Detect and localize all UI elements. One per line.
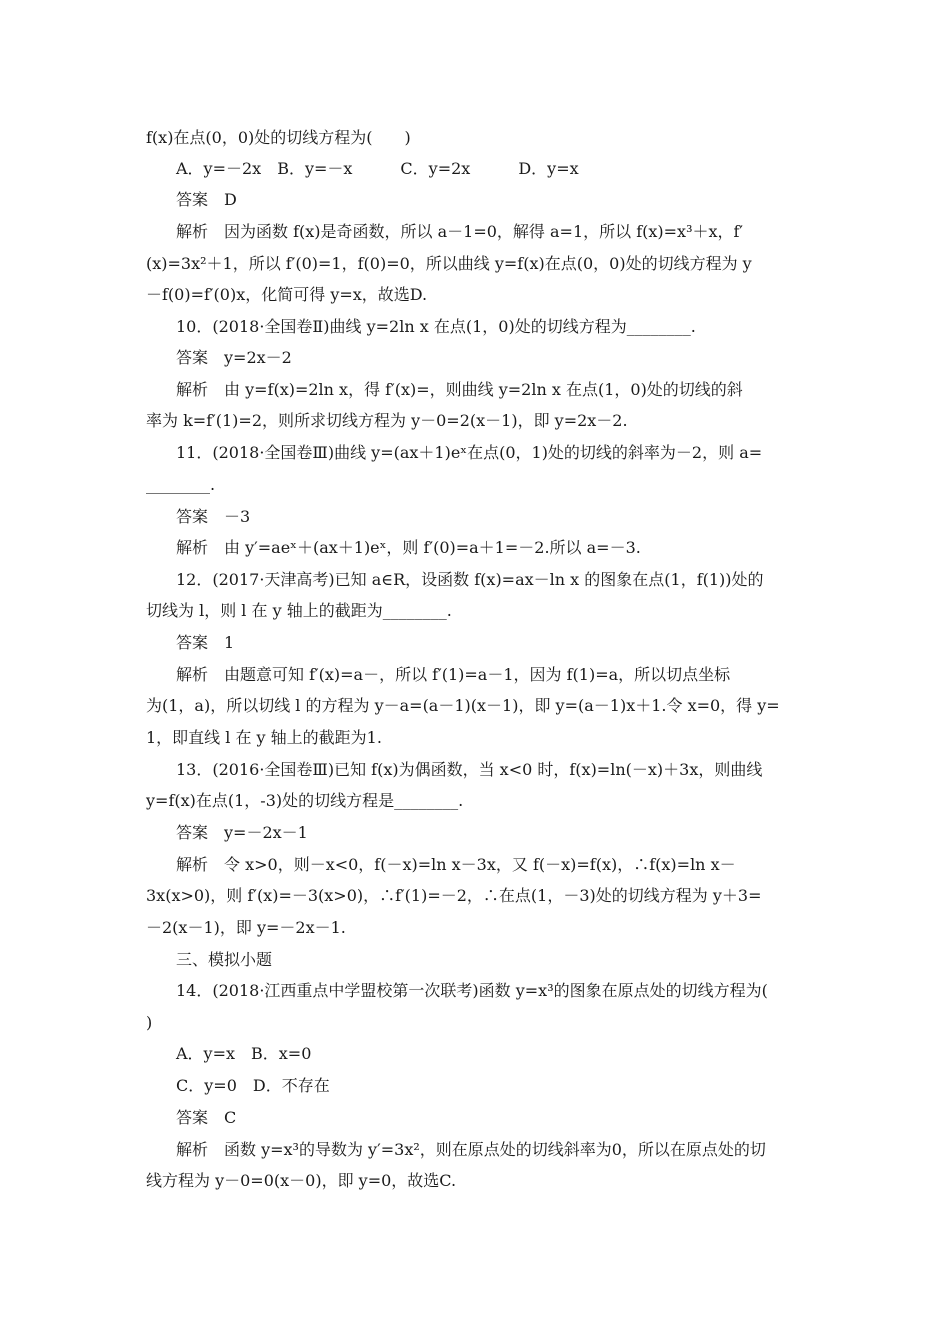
text-line: －2(x－1)，即 y=－2x－1. (146, 918, 346, 937)
text-line: y=f(x)在点(1，-3)处的切线方程是________. (146, 791, 464, 810)
text-line: 答案 －3 (176, 507, 251, 526)
text-line: －f(0)=f′(0)x，化简可得 y=x，故选D. (146, 285, 428, 304)
text-line: ) (146, 1013, 153, 1032)
text-line: 答案 D (176, 190, 237, 209)
text-line: 13．(2016·全国卷Ⅲ)已知 f(x)为偶函数，当 x<0 时，f(x)=ln(－x)＋3x，则曲线 (176, 760, 763, 779)
text-line: 线方程为 y－0=0(x－0)，即 y=0，故选C. (146, 1171, 457, 1190)
text-line: 解析 由 y=f(x)=2ln x，得 f′(x)=，则曲线 y=2ln x 在点(1，0)处的切线的斜 (176, 380, 743, 399)
text-line: A．y=－2x B．y=－x C．y=2x D．y=x (176, 159, 579, 178)
text-line: 答案 y=－2x－1 (176, 823, 308, 842)
text-line: 答案 y=2x－2 (176, 348, 292, 367)
text-line: 率为 k=f′(1)=2，则所求切线方程为 y－0=2(x－1)，即 y=2x－2. (146, 411, 628, 430)
text-line: 答案 C (176, 1108, 237, 1127)
text-line: 切线为 l，则 l 在 y 轴上的截距为________. (146, 601, 452, 620)
text-line: (x)=3x²＋1，所以 f′(0)=1，f(0)=0，所以曲线 y=f(x)在点(0，0)处的切线方程为 y (146, 254, 752, 273)
text-line: ________. (146, 475, 216, 494)
text-line: f(x)在点(0，0)处的切线方程为( ) (146, 128, 411, 147)
text-line: 11．(2018·全国卷Ⅲ)曲线 y=(ax＋1)eˣ在点(0，1)处的切线的斜率为－2，则 a= (176, 443, 763, 462)
text-line: 1，即直线 l 在 y 轴上的截距为1. (146, 728, 382, 747)
text-line: C．y=0 D．不存在 (176, 1076, 330, 1095)
text-line: 解析 由题意可知 f′(x)=a－，所以 f′(1)=a－1，因为 f(1)=a，所以切点坐标 (176, 665, 731, 684)
text-line: 解析 由 y′=aeˣ＋(ax＋1)eˣ，则 f′(0)=a＋1=－2.所以 a=－3. (176, 538, 641, 557)
text-line: 答案 1 (176, 633, 235, 652)
text-line: 10．(2018·全国卷Ⅱ)曲线 y=2ln x 在点(1，0)处的切线方程为________. (176, 317, 696, 336)
text-line: 解析 令 x>0，则－x<0，f(－x)=ln x－3x，又 f(－x)=f(x)，∴f(x)=ln x－ (176, 855, 736, 874)
section-heading: 三、模拟小题 (176, 950, 273, 969)
text-line: 解析 函数 y=x³的导数为 y′=3x²，则在原点处的切线斜率为0，所以在原点处的切 (176, 1140, 766, 1159)
text-line: 14．(2018·江西重点中学盟校第一次联考)函数 y=x³的图象在原点处的切线方程为( (176, 981, 768, 1000)
text-line: 为(1，a)，所以切线 l 的方程为 y－a=(a－1)(x－1)，即 y=(a－1)x＋1.令 x=0，得 y= (146, 696, 780, 715)
text-line: A．y=x B．x=0 (176, 1044, 312, 1063)
text-line: 解析 因为函数 f(x)是奇函数，所以 a－1=0，解得 a=1，所以 f(x)=x³＋x，f′ (176, 222, 744, 241)
text-line: 3x(x>0)，则 f′(x)=－3(x>0)，∴f′(1)=－2，∴在点(1，－3)处的切线方程为 y＋3= (146, 886, 762, 905)
text-line: 12．(2017·天津高考)已知 a∈R，设函数 f(x)=ax－ln x 的图象在点(1，f(1))处的 (176, 570, 764, 589)
